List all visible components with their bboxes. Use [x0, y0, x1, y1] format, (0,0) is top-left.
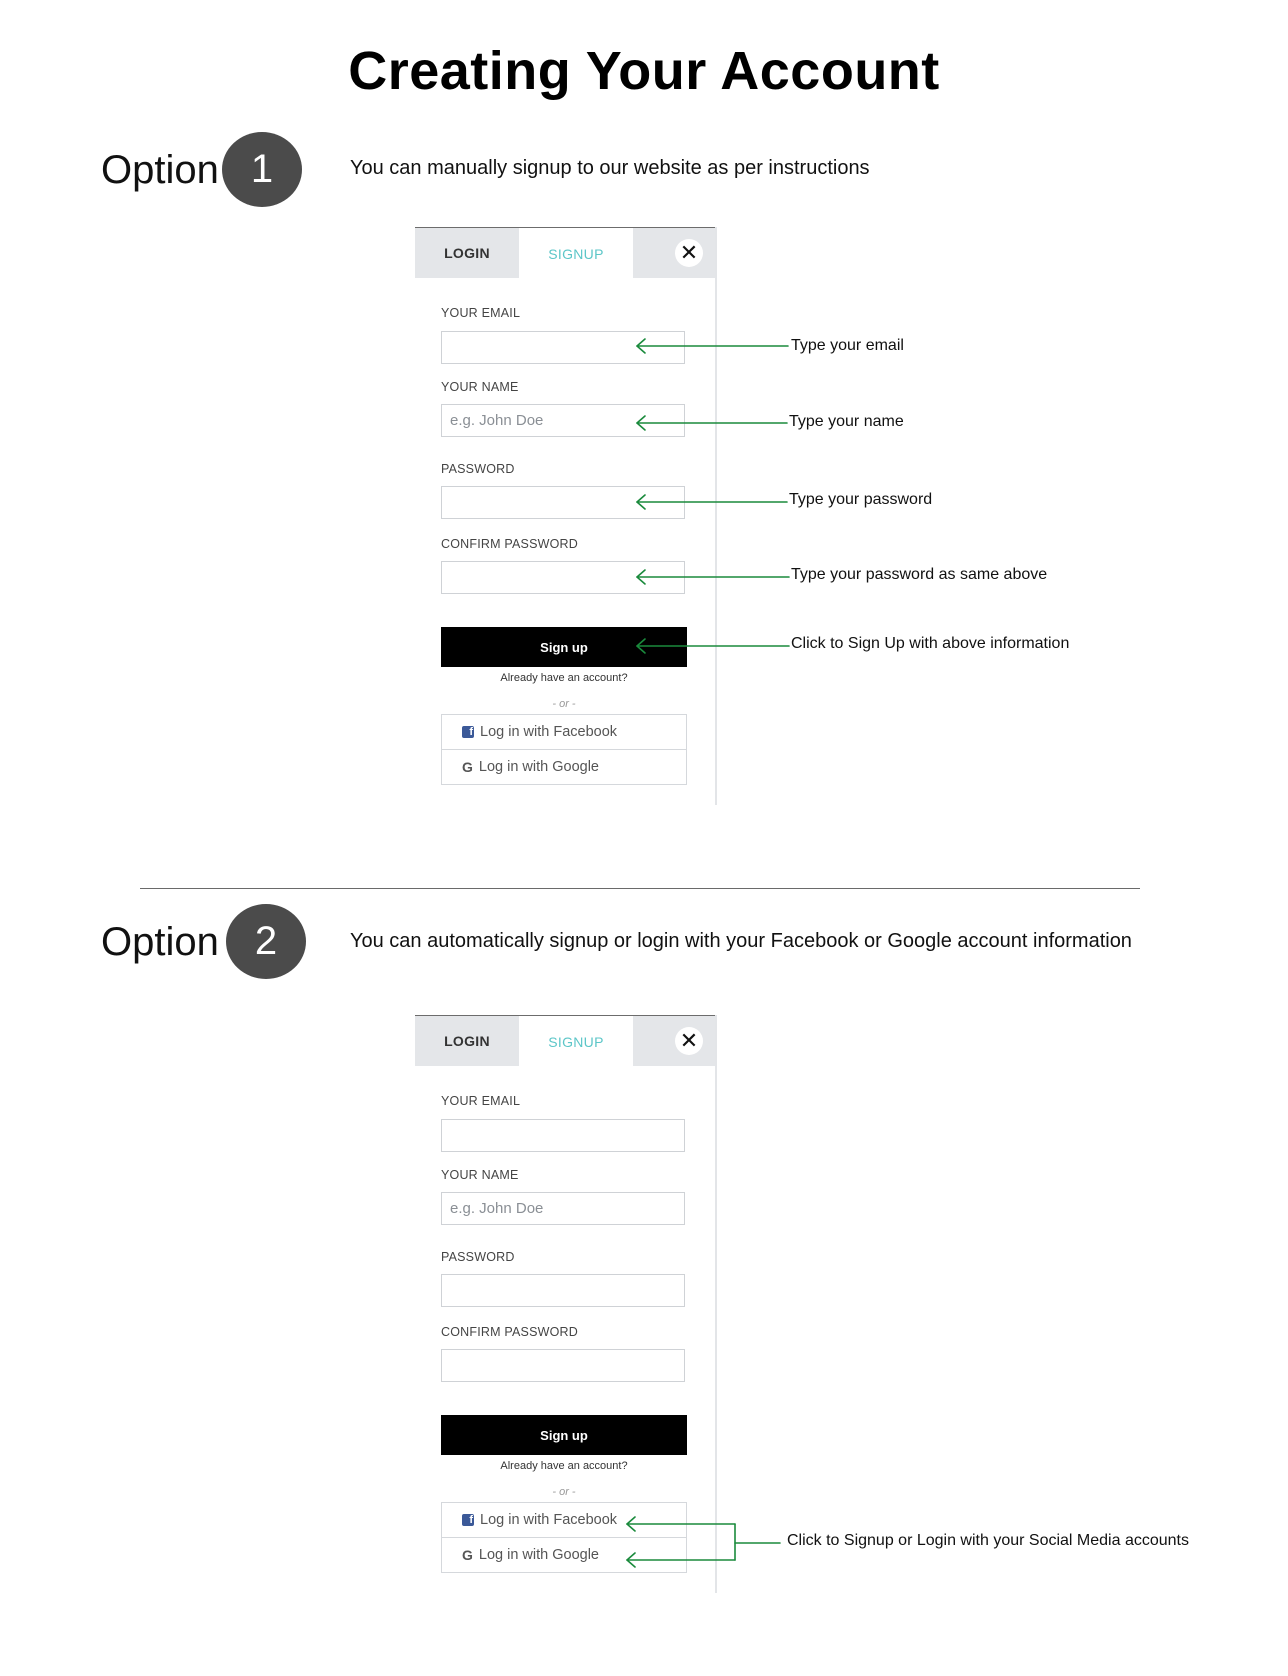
annotation-confirm-password: Type your password as same above	[791, 566, 1048, 583]
email-label: YOUR EMAIL	[441, 306, 521, 320]
google-login-label: Log in with Google	[478, 1547, 599, 1563]
signup-button[interactable]: Sign up	[441, 627, 687, 667]
option-2-description: You can automatically signup or login with your Facebook or Google account information	[350, 930, 1132, 952]
facebook-icon: f	[462, 1514, 474, 1526]
already-have-account-link[interactable]: Already have an account?	[500, 1460, 628, 1472]
annotation-signup: Click to Sign Up with above information	[791, 635, 1070, 652]
password-label: PASSWORD	[441, 462, 515, 476]
option-1-label: Option	[101, 148, 219, 192]
annotation-social: Click to Signup or Login with your Social Media accounts	[787, 1532, 1189, 1549]
already-have-account-link[interactable]: Already have an account?	[500, 672, 628, 684]
password-label: PASSWORD	[441, 1250, 515, 1264]
annotation-password: Type your password	[789, 491, 933, 508]
tab-login[interactable]: LOGIN	[444, 245, 490, 261]
annotation-email: Type your email	[791, 337, 904, 354]
google-icon: G	[462, 1547, 473, 1563]
name-label: YOUR NAME	[441, 1168, 519, 1182]
google-icon: G	[462, 759, 473, 775]
option-2-number-badge: 2	[226, 904, 306, 979]
page-title: Creating Your Account	[348, 41, 940, 101]
tab-login[interactable]: LOGIN	[444, 1033, 490, 1049]
google-login-label: Log in with Google	[478, 759, 599, 775]
close-icon[interactable]: ✕	[675, 239, 703, 267]
confirm-password-label: CONFIRM PASSWORD	[441, 1325, 578, 1339]
facebook-login-label: Log in with Facebook	[480, 1512, 618, 1528]
email-label: YOUR EMAIL	[441, 1094, 521, 1108]
name-label: YOUR NAME	[441, 380, 519, 394]
signup-button[interactable]: Sign up	[441, 1415, 687, 1455]
facebook-login-label: Log in with Facebook	[480, 724, 618, 740]
option-1-description: You can manually signup to our website as per instructions	[350, 157, 870, 179]
tab-signup[interactable]: SIGNUP	[519, 1016, 633, 1067]
option-2-label: Option	[101, 920, 219, 964]
close-icon[interactable]: ✕	[675, 1027, 703, 1055]
or-divider: - or -	[552, 698, 576, 710]
facebook-icon: f	[462, 726, 474, 738]
annotation-name: Type your name	[789, 413, 904, 430]
option-1-number-badge: 1	[222, 132, 302, 207]
or-divider: - or -	[552, 1486, 576, 1498]
confirm-password-label: CONFIRM PASSWORD	[441, 537, 578, 551]
tab-signup[interactable]: SIGNUP	[519, 228, 633, 279]
